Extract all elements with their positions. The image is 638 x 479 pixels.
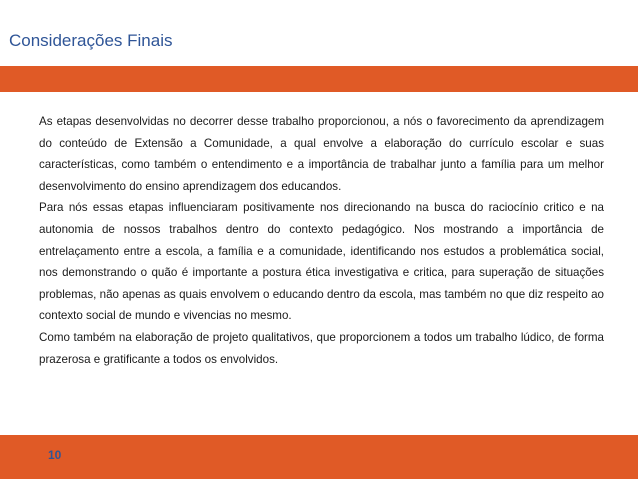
- page-number: 10: [48, 448, 62, 462]
- slide-body: [39, 111, 604, 370]
- footer-accent-bar: [0, 435, 638, 479]
- paragraph-1: As etapas desenvolvidas no decorrer desse trabalho proporcionou, a nós o favorecimento da aprendizagem do conteúdo de Extensão a Comunidade, a qual envolve a elaboração do currículo escolar e suas características, como também o entendimento e a importância de trabalhar junto a família para um melhor desenvolvimento do ensino aprendizagem dos educandos.: [39, 115, 604, 193]
- paragraph-3: Como também na elaboração de projeto qualitativos, que proporcionem a todos um trabalho lúdico, de forma prazerosa e gratificante a todos os envolvidos.: [39, 330, 604, 366]
- header-accent-bar: [0, 66, 638, 92]
- paragraph-2: Para nós essas etapas influenciaram positivamente nos direcionando na busca do raciocínio critico e na autonomia de nossos trabalhos dentro do contexto pedagógico. Nos mostrando a importância de entrelaçamento entre a escola, a família e a comunidade, identificando nos estudos a problemática social, nos demonstrando o quão é importante a postura ética investigativa e critica, para superação de situações problemas, não apenas as quais envolvem o educando dentro da escola, mas também no que diz respeito ao contexto social de mundo e vivencias no mesmo.: [39, 201, 604, 323]
- slide-title: Considerações Finais: [9, 31, 173, 50]
